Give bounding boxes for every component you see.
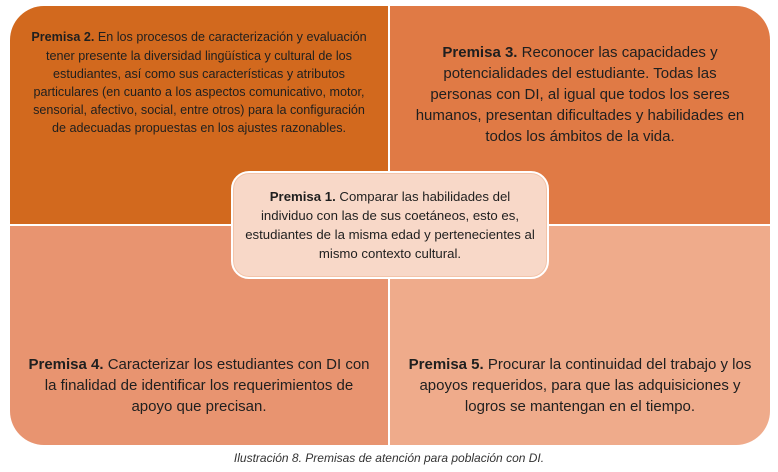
premisa-2-label: Premisa 2. [31, 30, 95, 45]
premisa-1-body: Comparar las habilidades del individuo con las de sus coetáneos, esto es, estudiantes de la misma edad y pertenecientes al mismo contexto cultural. [245, 189, 535, 261]
premisa-2-text [31, 28, 367, 137]
premisa-4-body: Caracterizar los estudiantes con DI con la finalidad de identificar los requerimientos de apoyo que precisan. [44, 356, 370, 415]
premisa-2-body: En los procesos de caracterización y evaluación tener presente la diversidad lingüística y cultural de los estudiantes, así como sus características y atributos particulares (en cuanto a los aspectos comunicativo, motor, sensorial, afectivo, social, entre otros) para la configuración de adecuadas propuestas en los ajustes razonables. [33, 30, 367, 136]
premisa-1-text [245, 187, 535, 263]
premisa-5-body: Procurar la continuidad del trabajo y los apoyos requeridos, para que las adquisiciones y logros se mantengan en el tiempo. [419, 356, 752, 415]
premisa-1-label: Premisa 1. [269, 189, 336, 204]
premisa-4-label: Premisa 4. [28, 356, 104, 373]
premisa-4-text [24, 354, 374, 417]
premisa-1-box [231, 171, 549, 279]
premisa-3-label: Premisa 3. [442, 43, 518, 61]
figure-caption: Ilustración 8. Premisas de atención para población con DI. [233, 451, 545, 465]
premisa-3-body: Reconocer las capacidades y potencialidades del estudiante. Todas las personas con DI, al igual que todos los seres humanos, presentan dificultades y habilidades en todos los ámbitos de la vida. [415, 43, 745, 145]
premisa-5-text [402, 354, 758, 417]
premisa-5-label: Premisa 5. [408, 356, 484, 373]
premisa-3-text [415, 42, 745, 147]
